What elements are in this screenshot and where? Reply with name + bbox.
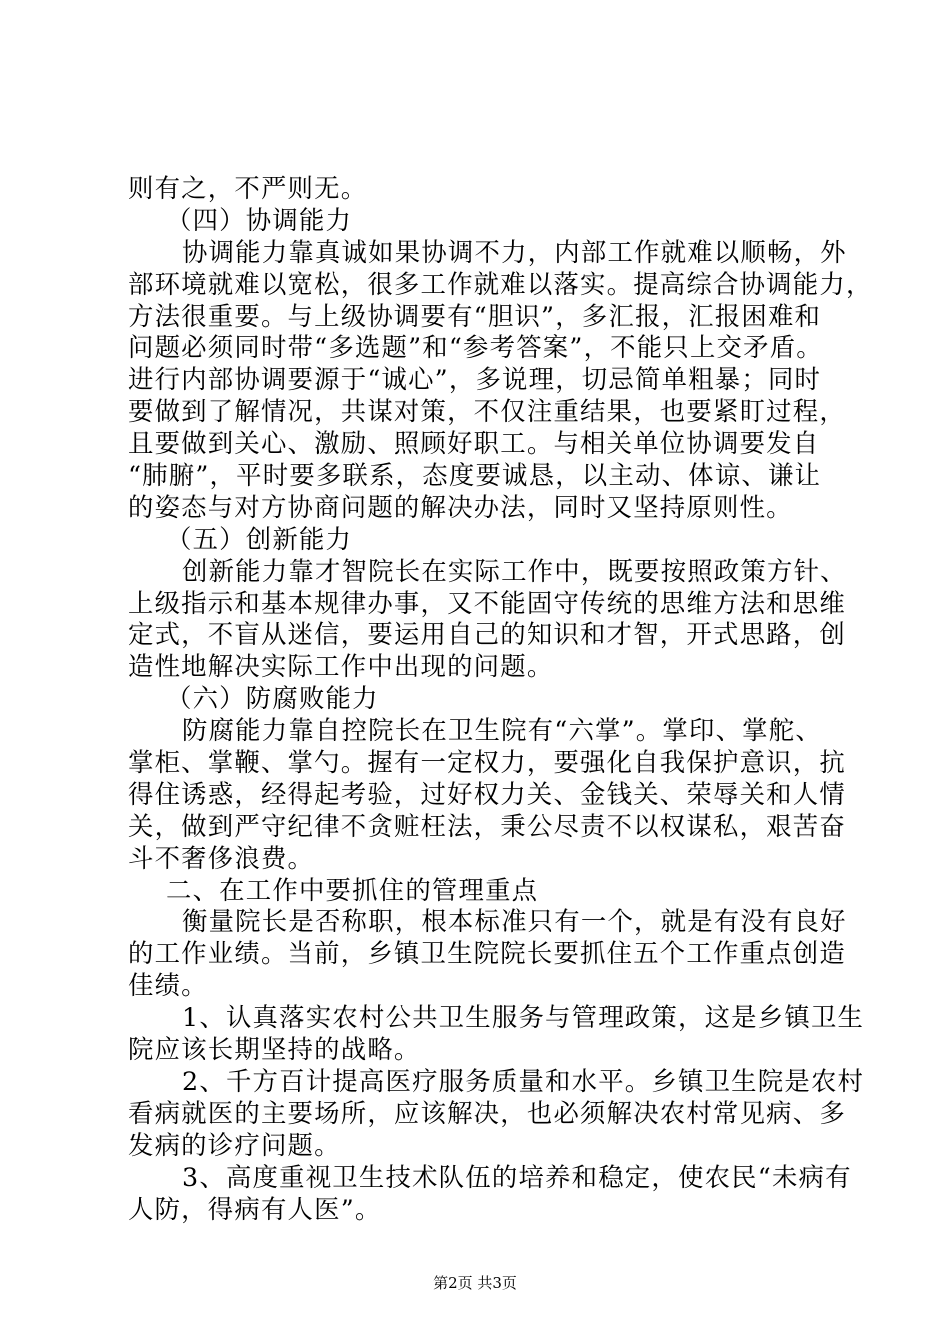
text-line: 2、千方百计提高医疗服务质量和水平。乡镇卫生院是农村 — [182, 1065, 865, 1096]
text-line: 要做到了解情况，共谋对策，不仅注重结果，也要紧盯过程， — [128, 396, 846, 427]
text-line: 进行内部协调要源于“诚心”，多说理，切忌简单粗暴；同时 — [128, 364, 822, 395]
text-line: 斗不奢侈浪费。 — [128, 842, 315, 873]
text-line: 且要做到关心、激励、照顾好职工。与相关单位协调要发自 — [128, 428, 820, 459]
body-text — [128, 173, 873, 1225]
text-line: 造性地解决实际工作中出现的问题。 — [128, 651, 554, 682]
text-line: 看病就医的主要场所，应该解决，也必须解决农村常见病、多 — [128, 1097, 846, 1128]
text-line: 掌柜、掌鞭、掌勺。握有一定权力，要强化自我保护意识，抗 — [128, 747, 846, 778]
text-line: 问题必须同时带“多选题”和“参考答案”，不能只上交矛盾。 — [128, 332, 823, 363]
text-line: 定式，不盲从迷信，要运用自己的知识和才智，开式思路，创 — [128, 619, 846, 650]
text-line: 佳绩。 — [128, 970, 208, 1001]
text-line: 创新能力靠才智院长在实际工作中，既要按照政策方针、 — [182, 555, 847, 586]
text-line: “肺腑”，平时要多联系，态度要诚恳，以主动、体谅、谦让 — [128, 460, 822, 491]
text-line: 院应该长期坚持的战略。 — [128, 1034, 421, 1065]
page-footer: 第2页 共3页 — [433, 1274, 517, 1292]
text-line: 1、认真落实农村公共卫生服务与管理政策，这是乡镇卫生 — [182, 1002, 865, 1033]
text-line: 关，做到严守纪律不贪赃枉法，秉公尽责不以权谋私，艰苦奋 — [128, 810, 846, 841]
text-line: 3、高度重视卫生技术队伍的培养和稳定，使农民“未病有 — [182, 1161, 852, 1192]
text-line: 的姿态与对方协商问题的解决办法，同时又坚持原则性。 — [128, 491, 793, 522]
text-line: 防腐能力靠自控院长在卫生院有“六掌”。掌印、掌舵、 — [182, 715, 822, 746]
text-line: 发病的诊疗问题。 — [128, 1129, 341, 1160]
text-line: （五）创新能力 — [166, 523, 353, 554]
text-line: 协调能力靠真诚如果协调不力，内部工作就难以顺畅，外 — [182, 236, 847, 267]
text-line: 方法很重要。与上级协调要有“胆识”，多汇报，汇报困难和 — [128, 300, 822, 331]
text-line: 则有之，不严则无。 — [128, 173, 368, 203]
text-line: 部环境就难以宽松，很多工作就难以落实。提高综合协调能力， — [128, 268, 873, 299]
text-line: 衡量院长是否称职，根本标准只有一个，就是有没有良好 — [182, 906, 847, 937]
text-line: 二、在工作中要抓住的管理重点 — [166, 874, 539, 905]
text-line: 人防，得病有人医”。 — [128, 1193, 382, 1224]
text-line: 的工作业绩。当前，乡镇卫生院院长要抓住五个工作重点创造 — [128, 938, 846, 969]
text-line: （四）协调能力 — [166, 204, 353, 235]
text-line: （六）防腐败能力 — [166, 683, 379, 714]
text-line: 上级指示和基本规律办事，又不能固守传统的思维方法和思维 — [128, 587, 846, 618]
text-line: 得住诱惑，经得起考验，过好权力关、金钱关、荣辱关和人情 — [128, 778, 846, 809]
